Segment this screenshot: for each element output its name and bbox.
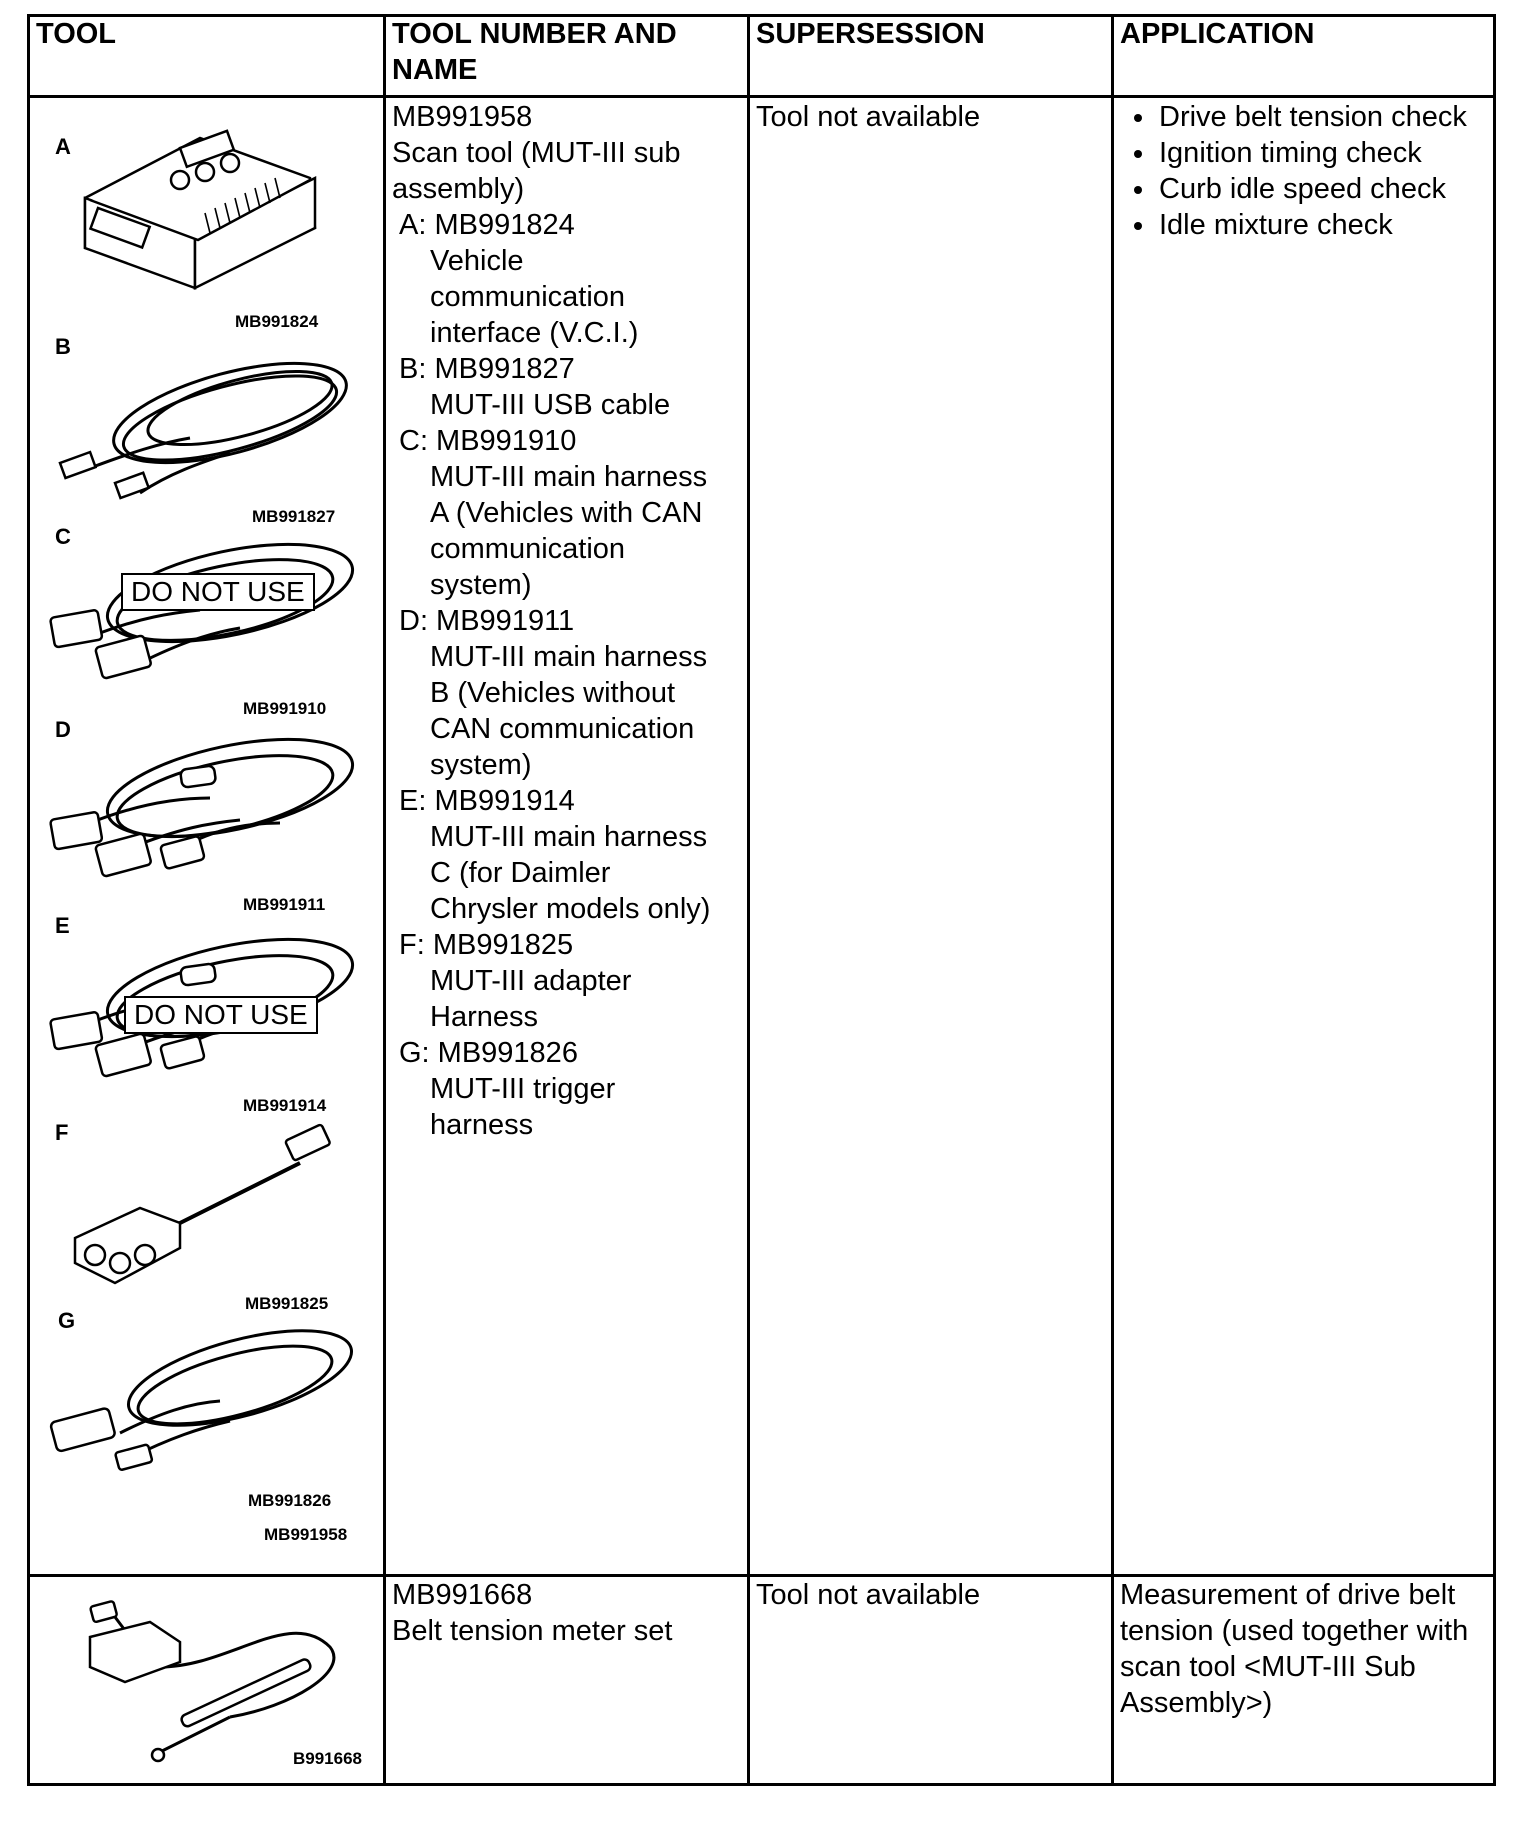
- belt-tension-meter-figure: [30, 1577, 383, 1783]
- part-item: [392, 207, 742, 351]
- trigger-harness-illustration: [30, 1323, 383, 1483]
- main-harness-b-illustration: [30, 728, 383, 888]
- figure-code: MB991911: [243, 895, 326, 914]
- header-supersession: SUPERSESSION: [756, 18, 985, 50]
- header-tool: TOOL: [36, 18, 117, 50]
- main-harness-a-illustration: [30, 538, 383, 688]
- part-item: [392, 603, 742, 783]
- part-description: MUT-III main harness C (for Daimler Chrysler models only): [430, 821, 711, 925]
- usb-cable-illustration: [30, 343, 383, 513]
- part-label: G: MB991826: [399, 1037, 578, 1069]
- part-label: C: MB991910: [399, 425, 577, 457]
- figure-code: MB991824: [235, 312, 319, 331]
- part-description: MUT-III trigger harness: [430, 1073, 616, 1141]
- figure-letter: A: [55, 134, 71, 159]
- column-divider-2: [747, 14, 750, 1786]
- part-label: B: MB991827: [399, 353, 575, 385]
- special-tools-table: [27, 14, 1496, 1786]
- part-description: MUT-III main harness A (Vehicles with CAN communication system): [430, 461, 708, 601]
- figure-letter: D: [55, 717, 71, 742]
- figure-letter: B: [55, 334, 71, 359]
- row1-tool-name: Scan tool (MUT-III sub assembly): [392, 137, 681, 205]
- table-border-right: [1493, 14, 1496, 1786]
- figure-code: MB991914: [243, 1096, 327, 1115]
- part-item: [392, 351, 742, 423]
- figure-letter: E: [55, 913, 70, 938]
- vci-unit-illustration: [30, 118, 383, 298]
- row2-tool-name: Belt tension meter set: [392, 1615, 673, 1647]
- do-not-use-label: DO NOT USE: [124, 996, 318, 1034]
- row1-tool-number: MB991958: [392, 101, 533, 133]
- figure-code: MB991827: [252, 507, 336, 526]
- figure-code: MB991910: [243, 699, 327, 718]
- column-divider-3: [1111, 14, 1114, 1786]
- part-description: MUT-III USB cable: [430, 389, 671, 421]
- application-item: Drive belt tension check: [1120, 99, 1490, 135]
- figure-letter: C: [55, 524, 71, 549]
- figure-code: MB991826: [248, 1491, 332, 1510]
- figure-code: B991668: [293, 1749, 363, 1768]
- application-item: Curb idle speed check: [1120, 171, 1490, 207]
- part-label: D: MB991911: [399, 605, 575, 637]
- part-description: MUT-III adapter Harness: [430, 965, 632, 1033]
- scan-tool-figure: [30, 98, 383, 1574]
- part-item: [392, 783, 742, 927]
- figure-letter: G: [58, 1308, 76, 1333]
- figure-overall-code: MB991958: [264, 1525, 348, 1544]
- part-item: [392, 423, 742, 603]
- row2-tool-number-and-name: [392, 1577, 742, 1649]
- adapter-harness-illustration: [30, 1123, 383, 1293]
- figure-letter: F: [55, 1120, 69, 1145]
- part-label: F: MB991825: [399, 929, 574, 961]
- part-label: A: MB991824: [399, 209, 575, 241]
- row2-tool-number: MB991668: [392, 1579, 533, 1611]
- column-divider-1: [383, 14, 386, 1786]
- part-description: MUT-III main harness B (Vehicles without CAN communication system): [430, 641, 708, 781]
- header-tool-number-and-name: TOOL NUMBER AND NAME: [392, 18, 677, 86]
- part-label: E: MB991914: [399, 785, 575, 817]
- application-item: Ignition timing check: [1120, 135, 1490, 171]
- row2-supersession: Tool not available: [756, 1579, 981, 1611]
- header-application: APPLICATION: [1120, 18, 1315, 50]
- application-list: [1120, 99, 1490, 243]
- figure-code: MB991825: [245, 1294, 329, 1313]
- part-item: [392, 1035, 742, 1143]
- row2-application: Measurement of drive belt tension (used together with scan tool <MUT-III Sub Assembly>): [1120, 1579, 1469, 1719]
- part-description: Vehicle communication interface (V.C.I.): [430, 245, 639, 349]
- part-item: [392, 927, 742, 1035]
- row1-supersession: Tool not available: [756, 101, 981, 133]
- do-not-use-label: DO NOT USE: [121, 573, 315, 611]
- table-border-bottom: [27, 1783, 1496, 1786]
- row1-application: [1120, 99, 1490, 243]
- application-item: Idle mixture check: [1120, 207, 1490, 243]
- row1-tool-number-and-name: [392, 99, 742, 1143]
